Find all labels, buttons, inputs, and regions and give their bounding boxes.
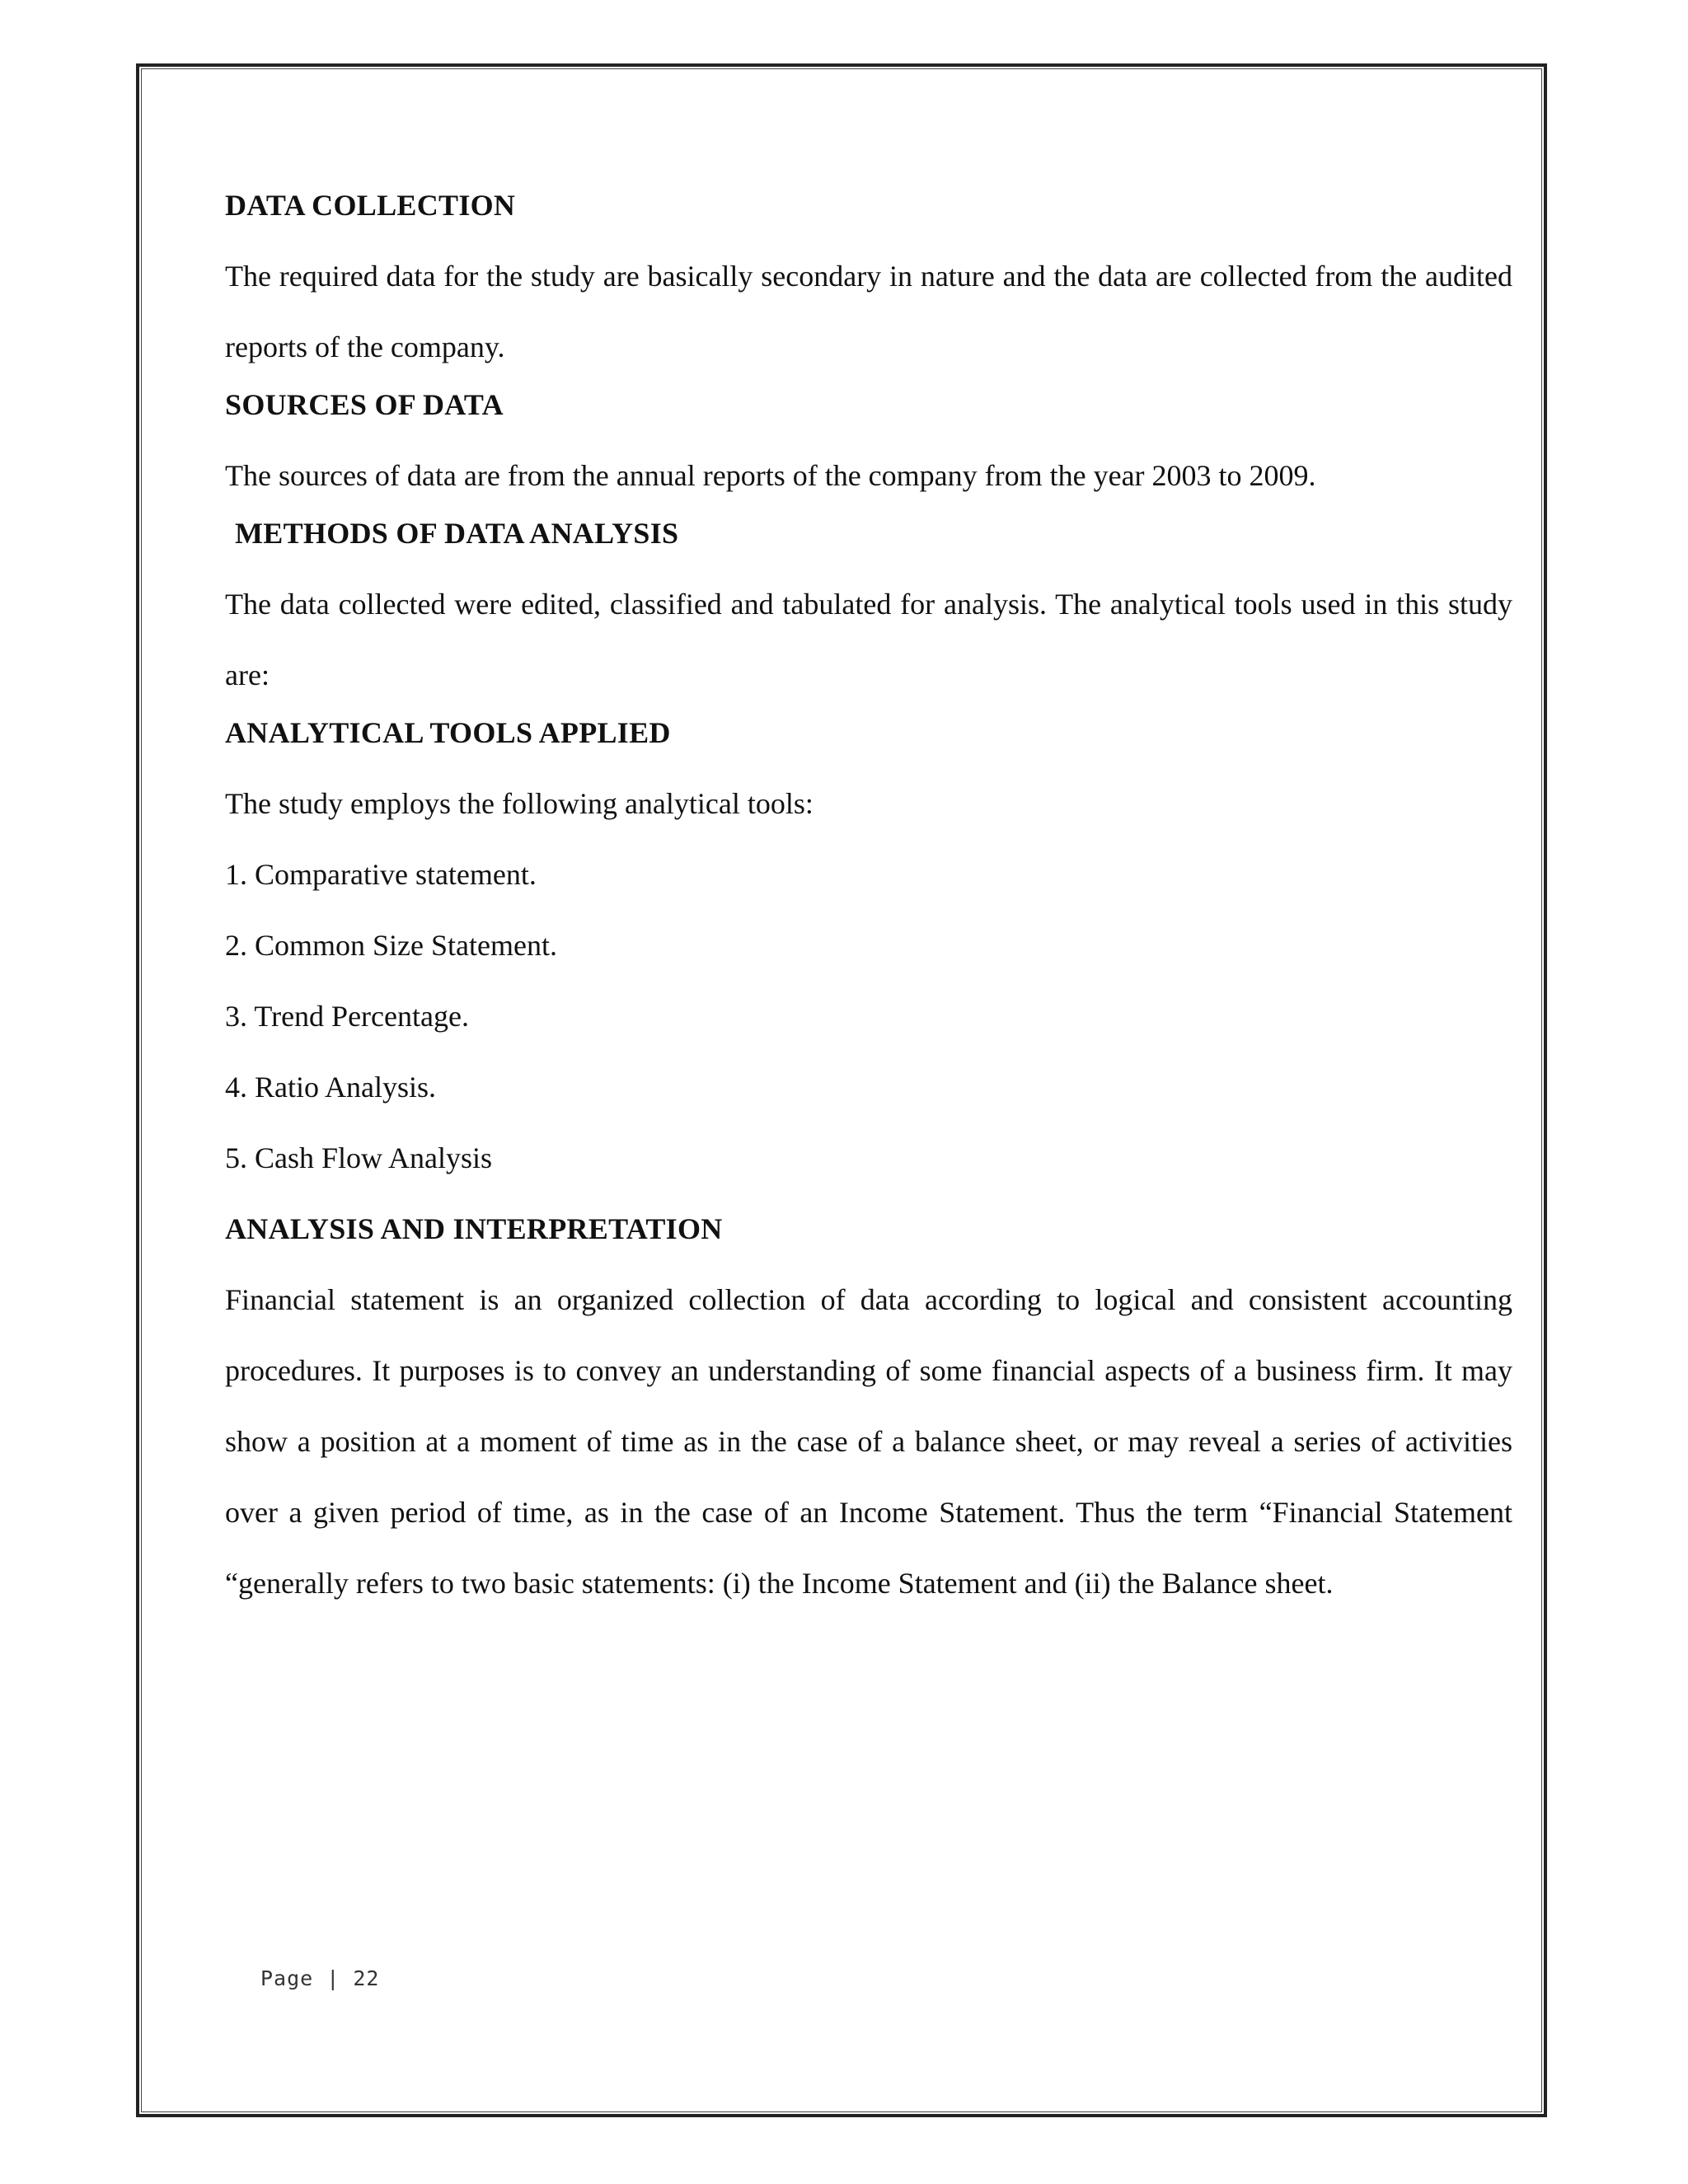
heading-data-collection: DATA COLLECTION bbox=[225, 189, 516, 222]
list-item: 2. Common Size Statement. bbox=[225, 929, 557, 962]
page-number: Page | 22 bbox=[260, 1966, 380, 1990]
list-item: 5. Cash Flow Analysis bbox=[225, 1141, 493, 1174]
paragraph-analysis: Financial statement is an organized collection of data according to logical and consistent accounting procedures. It purposes is to convey an understanding of some financial aspects of a business firm. It may show a position at a moment of time as in the case of a balance sheet, or may reveal a series of activities over a given period of time, as in the case of an Income Statement. Thus the term “Financial Statement “generally refers to two basic statements: (i) the Income Statement and (ii) the Balance sheet. bbox=[225, 1283, 1512, 1600]
tools-intro: The study employs the following analytical tools: bbox=[225, 787, 814, 820]
heading-sources-of-data: SOURCES OF DATA bbox=[225, 388, 504, 421]
tools-list bbox=[225, 857, 1512, 1175]
list-item: 4. Ratio Analysis. bbox=[225, 1071, 437, 1104]
paragraph-sources-of-data: The sources of data are from the annual reports of the company from the year 2003 to 2009. bbox=[225, 459, 1316, 492]
paragraph-methods: The data collected were edited, classified and tabulated for analysis. The analytical tools used in this study are: bbox=[225, 588, 1512, 691]
heading-methods-of-data-analysis: METHODS OF DATA ANALYSIS bbox=[235, 517, 679, 550]
list-item: 1. Comparative statement. bbox=[225, 858, 537, 891]
paragraph-data-collection: The required data for the study are basically secondary in nature and the data are collected from the audited reports of the company. bbox=[225, 260, 1512, 363]
list-item: 3. Trend Percentage. bbox=[225, 1000, 469, 1033]
heading-analysis-and-interpretation: ANALYSIS AND INTERPRETATION bbox=[225, 1212, 723, 1245]
heading-analytical-tools: ANALYTICAL TOOLS APPLIED bbox=[225, 716, 671, 749]
document-body bbox=[225, 181, 1512, 1619]
